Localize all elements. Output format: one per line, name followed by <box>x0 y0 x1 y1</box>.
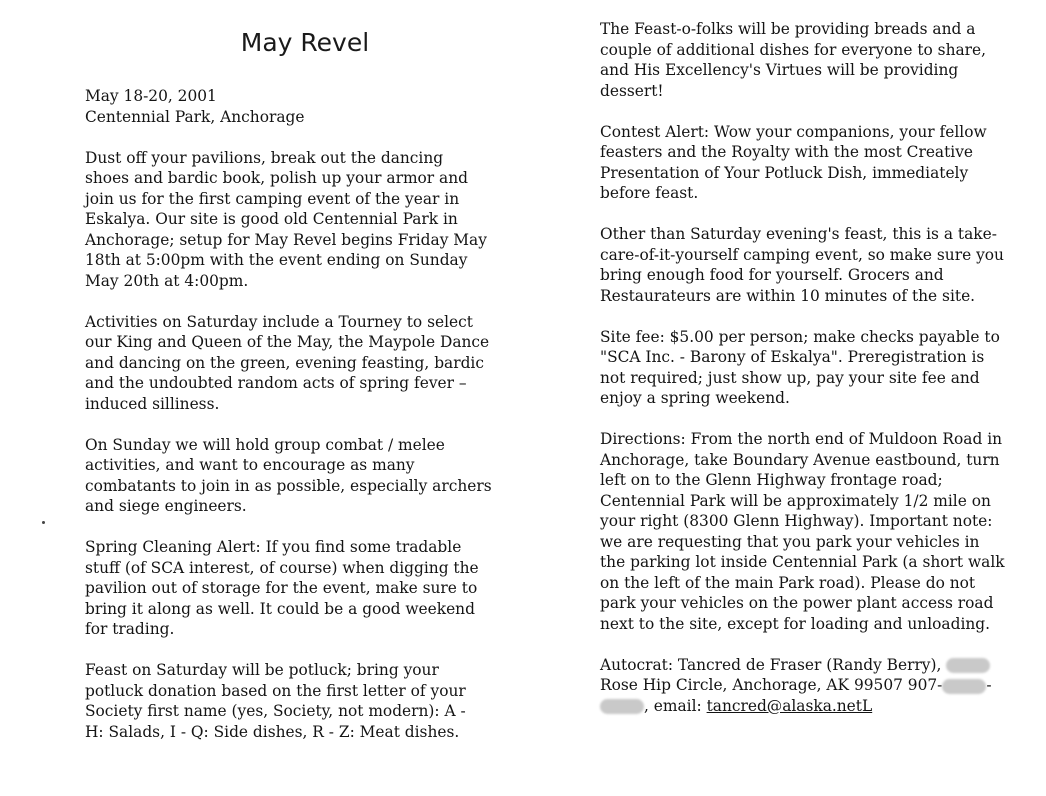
site-fee-paragraph <box>600 327 1046 409</box>
camping-paragraph <box>600 224 1046 306</box>
text-line: our King and Queen of the May, the Maypole Dance <box>85 333 490 351</box>
text-line: dessert! <box>600 81 664 100</box>
spring-cleaning-paragraph <box>85 537 535 640</box>
text-line: left on to the Glenn Highway frontage road; <box>600 471 943 489</box>
text-line: join us for the first camping event of the year in <box>85 189 460 208</box>
redacted-phone-prefix <box>942 679 986 694</box>
text-line: Restaurateurs are within 10 minutes of the site. <box>600 286 976 305</box>
text-line: bring enough food for yourself. Grocers and <box>600 266 944 284</box>
right-column <box>600 19 1046 716</box>
text-line: bring it along as well. It could be a good weekend <box>85 599 475 618</box>
text-line: we are requesting that you park your vehicles in <box>600 532 980 551</box>
text-line: next to the site, except for loading and unloading. <box>600 614 991 633</box>
text-line: May 20th at 4:00pm. <box>85 271 249 290</box>
text-line: combatants to join in as possible, especially archers <box>85 476 492 495</box>
text-line: the parking lot inside Centennial Park (a short walk <box>600 553 1005 571</box>
scan-speck <box>42 521 45 524</box>
autocrat-line-3 <box>600 696 1046 717</box>
sunday-paragraph <box>85 435 535 517</box>
text-line: on the left of the main Park road). Please do not <box>600 573 976 592</box>
left-column <box>85 86 535 742</box>
directions-paragraph <box>600 429 1046 634</box>
text-line: Eskalya. Our site is good old Centennial Park in <box>85 210 458 228</box>
text-line: not required; just show up, pay your site fee and <box>600 368 980 387</box>
text-line: 18th at 5:00pm with the event ending on Sunday <box>85 251 468 269</box>
email-label: , email: <box>644 696 707 715</box>
email-link[interactable]: tancred@alaska.netL <box>706 696 873 715</box>
text-line: shoes and bardic book, polish up your armor and <box>85 169 468 187</box>
text-line: "SCA Inc. - Barony of Eskalya". Preregistration is <box>600 348 985 366</box>
text-line: induced silliness. <box>85 394 220 413</box>
text-line: pavilion out of storage for the event, make sure to <box>85 579 478 597</box>
text-line: enjoy a spring weekend. <box>600 389 790 407</box>
autocrat-address: Rose Hip Circle, Anchorage, AK 99507 907- <box>600 676 943 694</box>
event-date: May 18-20, 2001 <box>85 87 217 105</box>
event-location: Centennial Park, Anchorage <box>85 107 305 126</box>
text-line: stuff (of SCA interest, of course) when digging the <box>85 558 479 577</box>
text-line: Other than Saturday evening's feast, this is a take- <box>600 225 997 243</box>
text-line: and siege engineers. <box>85 497 247 515</box>
text-line: activities, and want to encourage as many <box>85 456 415 474</box>
text-line: your right (8300 Glenn Highway). Important note: <box>600 512 993 530</box>
text-line: care-of-it-yourself camping event, so make sure you <box>600 245 1004 264</box>
text-line: Anchorage; setup for May Revel begins Friday May <box>85 230 487 249</box>
text-line: park your vehicles on the power plant access road <box>600 594 994 612</box>
text-line: Site fee: $5.00 per person; make checks payable to <box>600 327 1000 346</box>
text-line: Contest Alert: Wow your companions, your fellow <box>600 122 987 141</box>
text-line: before feast. <box>600 184 699 202</box>
text-line: Presentation of Your Potluck Dish, immediately <box>600 163 969 182</box>
text-line: Dust off your pavilions, break out the dancing <box>85 148 444 167</box>
text-line: couple of additional dishes for everyone to share, <box>600 40 987 59</box>
text-line: Society first name (yes, Society, not modern): A - <box>85 702 466 720</box>
text-line: Anchorage, take Boundary Avenue eastbound, turn <box>600 450 1000 469</box>
text-line: potluck donation based on the first letter of your <box>85 681 466 700</box>
page-title: May Revel <box>240 28 370 57</box>
text-line: The Feast-o-folks will be providing breads and a <box>600 20 976 38</box>
text-line: and His Excellency's Virtues will be providing <box>600 61 959 79</box>
text-line: and the undoubted random acts of spring fever – <box>85 374 467 392</box>
text-line: and dancing on the green, evening feasting, bardic <box>85 353 484 372</box>
text-line: Feast on Saturday will be potluck; bring your <box>85 661 439 679</box>
text-line: Centennial Park will be approximately 1/2 mile on <box>600 491 991 510</box>
autocrat-line-1 <box>600 655 1046 676</box>
contest-paragraph <box>600 122 1046 204</box>
saturday-paragraph <box>85 312 535 415</box>
text-line: Directions: From the north end of Muldoon Road in <box>600 430 1003 448</box>
text-line: Spring Cleaning Alert: If you find some tradable <box>85 538 462 556</box>
text-line: for trading. <box>85 620 175 638</box>
autocrat-name: Autocrat: Tancred de Fraser (Randy Berry), <box>600 655 942 674</box>
autocrat-paragraph <box>600 655 1046 717</box>
redacted-phone-suffix <box>600 699 644 714</box>
autocrat-line-2: Rose Hip Circle, Anchorage, AK 99507 907- - <box>600 676 992 694</box>
text-line: On Sunday we will hold group combat / melee <box>85 435 445 454</box>
feast-o-folks-paragraph <box>600 19 1046 101</box>
text-line: Activities on Saturday include a Tourney to select <box>85 312 473 331</box>
intro-paragraph <box>85 148 535 292</box>
feast-paragraph <box>85 660 535 742</box>
text-line: H: Salads, I - Q: Side dishes, R - Z: Meat dishes. <box>85 722 460 741</box>
redacted-address-number <box>946 658 990 673</box>
text-line: feasters and the Royalty with the most Creative <box>600 143 974 161</box>
